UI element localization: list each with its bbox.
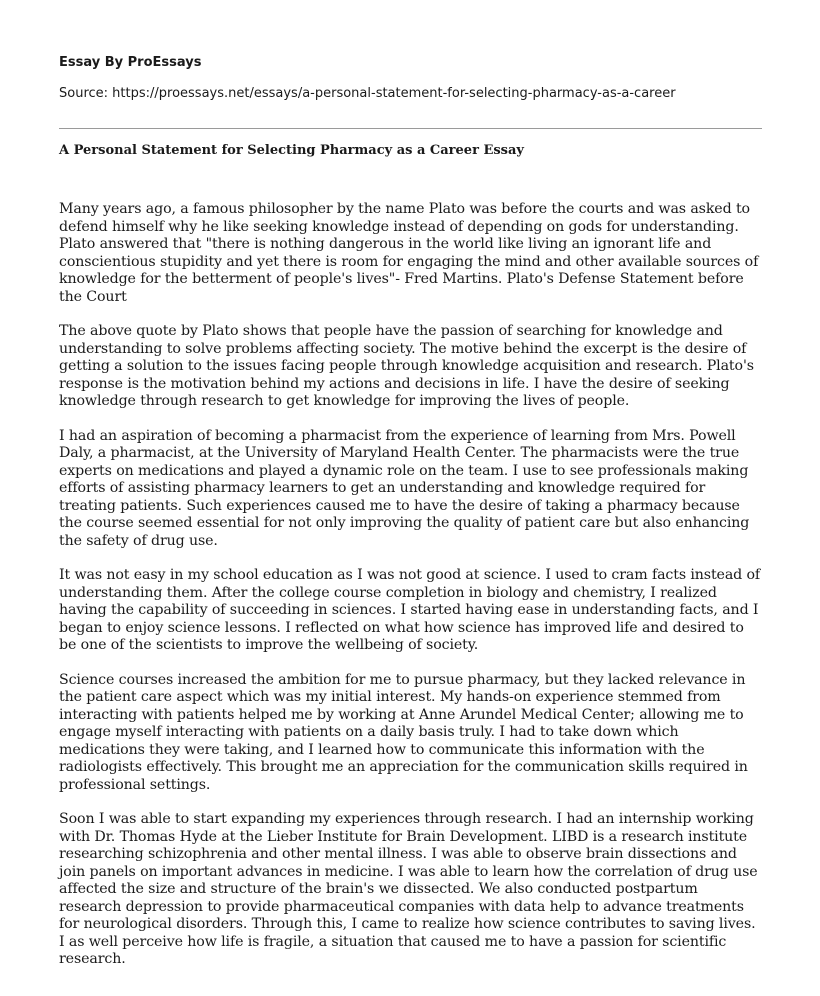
paragraph-6: Soon I was able to start expanding my experiences through research. I had an internship working with Dr. Thomas Hyde at the Lieber Institute for Brain Development. LIBD is a research institute researching schizophrenia and other mental illness. I was able to observe brain dissections and join panels on important advances in medicine. I was able to learn how the correlation of drug use affected the size and structure of the brain's we dissected. We also conducted postpartum research depression to provide pharmaceutical companies with data help to advance treatments for neurological disorders. Through this, I came to realize how science contributes to saving lives. I as well perceive how life is fragile, a situation that caused me to have a passion for scientific research. — [59, 811, 758, 967]
horizontal-divider — [59, 128, 762, 129]
essay-body — [59, 201, 764, 986]
essay-source-heading: Essay By ProEssays — [59, 55, 202, 70]
paragraph-1: Many years ago, a famous philosopher by the name Plato was before the courts and was asked to defend himself why he like seeking knowledge instead of depending on gods for understanding. Plato answered that "there is nothing dangerous in the world like living an ignorant life and conscientious stupidity and yet there is room for engaging the mind and other available sources of knowledge for the betterment of people's lives"- Fred Martins. Plato's Defense Statement before the Court — [59, 201, 759, 305]
paragraph-2: The above quote by Plato shows that people have the passion of searching for knowledge and understanding to solve problems affecting society. The motive behind the excerpt is the desire of getting a solution to the issues facing people through knowledge acquisition and research. Plato's response is the motivation behind my actions and decisions in life. I have the desire of seeking knowledge through research to get knowledge for improving the lives of people. — [59, 323, 754, 409]
paragraph-5: Science courses increased the ambition for me to pursue pharmacy, but they lacked relevance in the patient care aspect which was my initial interest. My hands-on experience stemmed from interacting with patients helped me by working at Anne Arundel Medical Center; allowing me to engage myself interacting with patients on a daily basis truly. I had to take down which medications they were taking, and I learned how to communicate this information with the radiologists effectively. This brought me an appreciation for the communication skills required in professional settings. — [59, 671, 748, 793]
paragraph-3: I had an aspiration of becoming a pharmacist from the experience of learning from Mrs. Powell Daly, a pharmacist, at the University of Maryland Health Center. The pharmacists were the true experts on medications and played a dynamic role on the team. I use to see professionals making efforts of assisting pharmacy learners to get an understanding and knowledge required for treating patients. Such experiences caused me to have the desire of taking a pharmacy because the course seemed essential for not only improving the quality of patient care but also enhancing the safety of drug use. — [59, 427, 750, 549]
essay-title: A Personal Statement for Selecting Pharmacy as a Career Essay — [59, 143, 524, 158]
source-url-line: Source: https://proessays.net/essays/a-personal-statement-for-selecting-pharmacy-as-a-career — [59, 86, 676, 101]
paragraph-4: It was not easy in my school education as I was not good at science. I used to cram facts instead of understanding them. After the college course completion in biology and chemistry, I realized having the capability of succeeding in sciences. I started having ease in understanding facts, and I began to enjoy science lessons. I reflected on what how science has improved life and desired to be one of the scientists to improve the wellbeing of society. — [59, 567, 761, 653]
